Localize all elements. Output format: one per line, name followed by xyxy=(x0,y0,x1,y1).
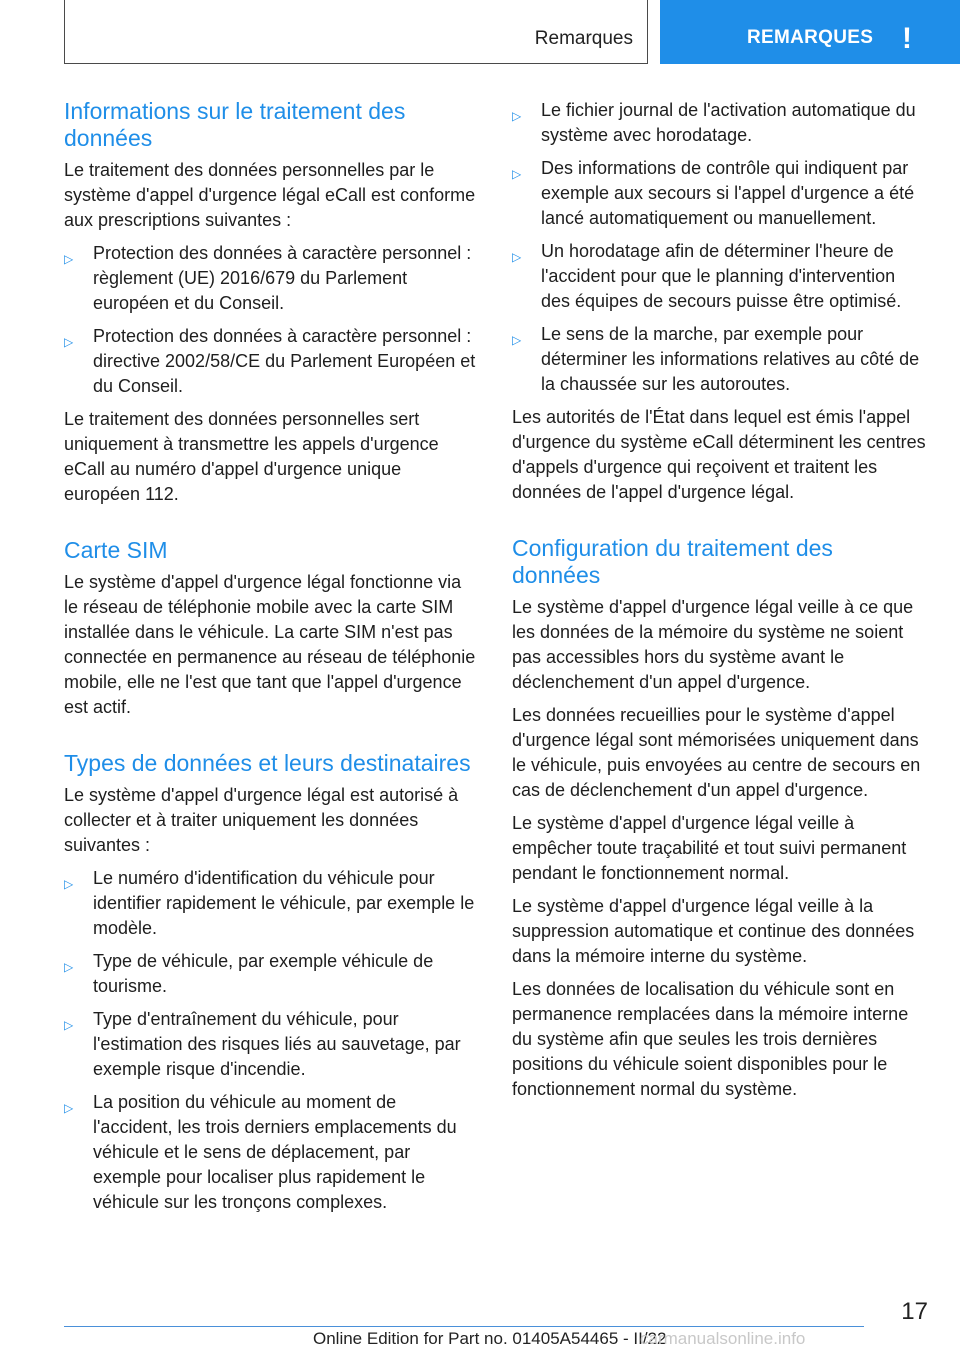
list-item: ▷ Des informations de contrôle qui indiquent par exemple aux secours si l'appel d'urgence a été lancé automatiquement ou manuellement. xyxy=(512,158,915,228)
triangle-bullet-icon: ▷ xyxy=(64,960,74,974)
exclamation-icon: ! xyxy=(902,22,912,55)
paragraph: Le système d'appel d'urgence légal veille à la suppression automatique et continue des données dans la mémoire interne du système. xyxy=(512,896,915,966)
section-label: Remarques xyxy=(534,28,633,49)
paragraph: Le traitement des données personnelles sert uniquement à transmettre les appels d'urgence eCall au numéro d'appel d'urgence unique européen 112. xyxy=(64,409,439,504)
list-item: ▷ Le numéro d'identification du véhicule pour identifier rapidement le véhicule, par exemple le modèle. xyxy=(64,868,475,938)
triangle-bullet-icon: ▷ xyxy=(64,877,74,891)
footer-divider xyxy=(64,1326,864,1327)
paragraph: Le système d'appel d'urgence légal fonctionne via le réseau de téléphonie mobile avec la carte SIM installée dans le véhicule. La carte SIM n'est pas connectée en permanence au réseau de téléphonie mobile, elle ne l'est que tant que l'appel d'urgence est actif. xyxy=(64,572,476,717)
list-item: ▷ La position du véhicule au moment de l'accident, les trois derniers emplacements du véhicule et le sens de déplacement, par exemple pour localiser plus rapidement le véhicule sur les tronçons complexes. xyxy=(64,1092,457,1212)
paragraph: Le système d'appel d'urgence légal est autorisé à collecter et à traiter uniquement les données suivantes : xyxy=(64,785,459,855)
paragraph: Les données de localisation du véhicule sont en permanence remplacées dans la mémoire interne du système afin que seules les trois dernières positions du véhicule soient disponibles pour le fonctionnement normal du système. xyxy=(512,979,909,1099)
bullet-list xyxy=(64,241,478,399)
page-number: 17 xyxy=(901,1298,928,1325)
right-column xyxy=(512,98,926,1110)
triangle-bullet-icon: ▷ xyxy=(512,250,522,264)
list-item: ▷ Le sens de la marche, par exemple pour déterminer les informations relatives au côté de la chaussée sur les autoroutes. xyxy=(512,324,920,394)
paragraph: Le système d'appel d'urgence légal veille à empêcher toute traçabilité et tout suivi permanent pendant le fonctionnement normal. xyxy=(512,813,907,883)
triangle-bullet-icon: ▷ xyxy=(64,1018,74,1032)
paragraph: Le système d'appel d'urgence légal veille à ce que les données de la mémoire du système ne soient pas accessibles hors du système avant le déclenchement d'un appel d'urgence. xyxy=(512,597,914,692)
triangle-bullet-icon: ▷ xyxy=(512,333,522,347)
left-column xyxy=(64,98,478,1223)
bullet-list xyxy=(512,98,926,397)
list-item: ▷ Type d'entraînement du véhicule, pour l'estimation des risques liés au sauvetage, par exemple risque d'incendie. xyxy=(64,1009,461,1079)
triangle-bullet-icon: ▷ xyxy=(64,252,74,266)
heading-data-types: Types de données et leurs destinataires xyxy=(64,750,471,776)
header-section-box xyxy=(64,0,648,64)
footer-edition: Online Edition for Part no. 01405A54465 - II/22 xyxy=(313,1329,667,1348)
triangle-bullet-icon: ▷ xyxy=(512,109,522,123)
triangle-bullet-icon: ▷ xyxy=(512,167,522,181)
list-item: ▷ Un horodatage afin de déterminer l'heure de l'accident pour que le planning d'intervention des équipes de secours puisse être optimisé. xyxy=(512,241,902,311)
heading-configuration: Configuration du traitement des données xyxy=(512,535,833,588)
paragraph: Les données recueillies pour le système d'appel d'urgence légal sont mémorisées uniquement dans le véhicule, puis envoyées au centre de secours en cas de déclenchement d'un appel d'urgence. xyxy=(512,705,921,800)
chapter-label: REMARQUES xyxy=(747,27,874,48)
bullet-list xyxy=(64,866,478,1215)
paragraph: Le traitement des données personnelles par le système d'appel d'urgence légal eCall est conforme aux prescriptions suivantes : xyxy=(64,160,476,230)
watermark: carmanualsonline.info xyxy=(640,1329,806,1348)
chapter-tab xyxy=(660,0,960,64)
triangle-bullet-icon: ▷ xyxy=(64,335,74,349)
paragraph: Les autorités de l'État dans lequel est émis l'appel d'urgence du système eCall déterminent les centres d'appels d'urgence qui reçoivent et traitent les données de l'appel d'urgence légal. xyxy=(512,407,926,502)
heading-data-processing: Informations sur le traitement des données xyxy=(64,98,406,151)
list-item: ▷ Le fichier journal de l'activation automatique du système avec horodatage. xyxy=(512,100,916,145)
triangle-bullet-icon: ▷ xyxy=(64,1101,74,1115)
list-item: ▷ Protection des données à caractère personnel : règlement (UE) 2016/679 du Parlement européen et du Conseil. xyxy=(64,243,472,313)
list-item: ▷ Type de véhicule, par exemple véhicule de tourisme. xyxy=(64,951,434,996)
heading-sim-card: Carte SIM xyxy=(64,537,168,563)
list-item: ▷ Protection des données à caractère personnel : directive 2002/58/CE du Parlement Européen et du Conseil. xyxy=(64,326,476,396)
